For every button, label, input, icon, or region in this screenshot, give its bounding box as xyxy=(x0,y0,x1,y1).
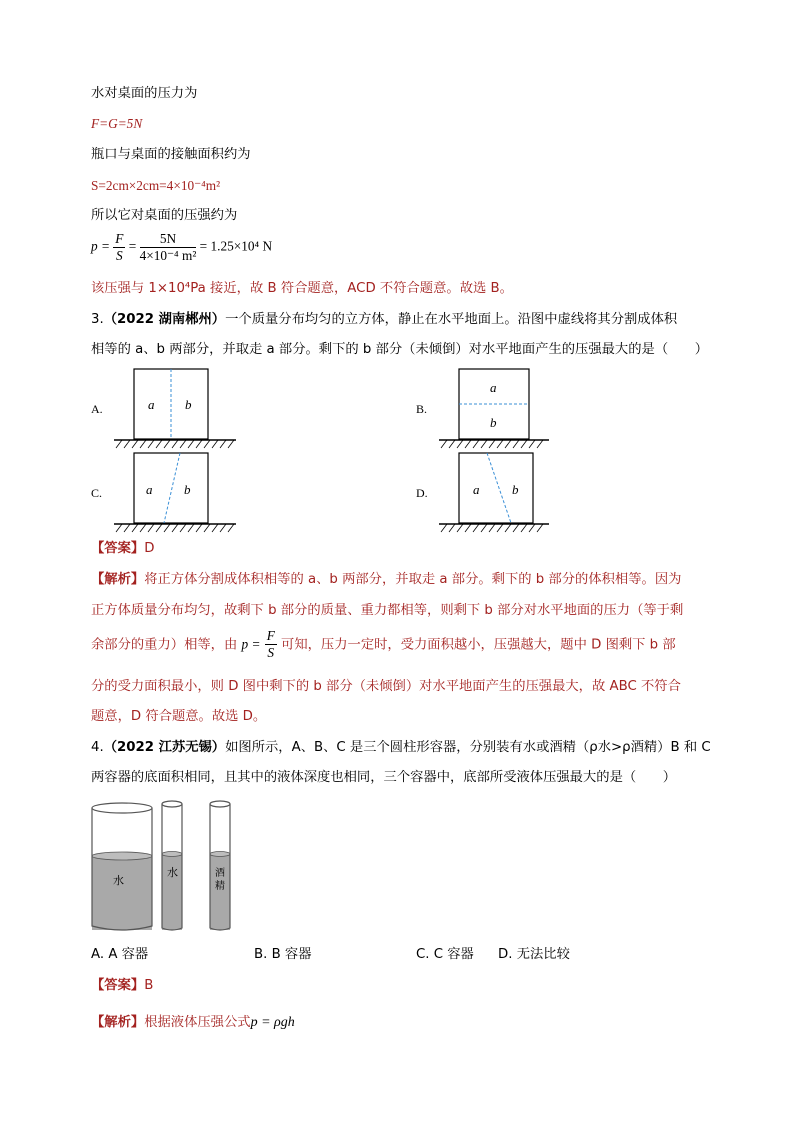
text-line: 瓶口与桌面的接触面积约为 xyxy=(91,147,251,162)
label-water: 水 xyxy=(167,866,178,879)
answer-value: B xyxy=(144,978,154,993)
q4-source: （2022 江苏无锡） xyxy=(103,740,226,755)
container-c xyxy=(210,801,230,930)
q4-option-c: C. C 容器 xyxy=(416,947,474,962)
fraction-values xyxy=(140,231,197,264)
q3-analysis-line3 xyxy=(91,628,676,661)
label-alcohol-1: 酒 xyxy=(215,868,225,879)
label-b: b xyxy=(185,397,192,412)
answer-value: D xyxy=(144,541,155,556)
formula-fraction xyxy=(265,628,277,661)
ground-hatch xyxy=(116,524,234,532)
q3-number: 3. xyxy=(91,312,104,327)
q3-option-a: A. xyxy=(91,402,103,416)
q4-containers-figure xyxy=(88,800,248,936)
ground-hatch xyxy=(441,440,543,448)
q4-option-d: D. 无法比较 xyxy=(498,947,570,962)
q3-analysis-line2: 正方体质量分布均匀，故剩下 b 部分的质量、重力都相等，则剩下 b 部分对水平地面的压力（等于剩 xyxy=(91,603,684,618)
q4-analysis xyxy=(91,1013,295,1033)
label-b: b xyxy=(490,415,497,430)
analysis-text: 将正方体分割成体积相等的 a、b 两部分，并取走 a 部分。剩下的 b 部分的体积相等。因为 xyxy=(144,572,682,587)
frac-num: F xyxy=(266,628,275,643)
label-a: a xyxy=(148,397,155,412)
label-b: b xyxy=(184,482,191,497)
frac-den: 4×10⁻⁴ m² xyxy=(139,248,197,263)
analysis-text: 根据液体压强公式 xyxy=(144,1015,251,1030)
text-line: 所以它对桌面的压强约为 xyxy=(91,208,238,223)
answer-tag: 【答案】 xyxy=(91,541,145,556)
q3-analysis-line4: 分的受力面积最小，则 D 图中剩下的 b 部分（未倾倒）对水平地面产生的压强最大，故 ABC 不符合 xyxy=(91,679,681,694)
q3-option-c: C. xyxy=(91,486,103,500)
label-water: 水 xyxy=(113,874,124,887)
label-a: a xyxy=(490,380,497,395)
fraction-fs xyxy=(113,231,125,264)
q3-option-d: D. xyxy=(416,486,428,500)
ground-hatch xyxy=(441,524,543,532)
q3-figure-b xyxy=(437,366,565,450)
equation-area: S=2cm×2cm=4×10⁻⁴m² xyxy=(91,178,221,193)
text-line: 水对桌面的压力为 xyxy=(91,86,198,101)
analysis-text: 余部分的重力）相等，由 xyxy=(91,637,238,653)
q4-stem-line1 xyxy=(91,738,711,758)
frac-num: 5N xyxy=(140,231,197,248)
frac-num: F xyxy=(115,231,124,246)
q4-option-a: A. A 容器 xyxy=(91,947,149,962)
q3-stem-line2: 相等的 a、b 两部分，并取走 a 部分。剩下的 b 部分（未倾倒）对水平地面产生的压强最大的是（ ） xyxy=(91,342,709,357)
q3-source: （2022 湖南郴州） xyxy=(103,312,226,327)
q3-answer xyxy=(91,539,154,559)
eq-p: p = xyxy=(91,238,110,254)
q3-figure-a xyxy=(112,366,240,450)
q4-option-b: B. B 容器 xyxy=(254,947,312,962)
conclusion-line: 该压强与 1×10⁴Pa 接近，故 B 符合题意，ACD 不符合题意。故选 B。 xyxy=(91,281,513,296)
container-a xyxy=(92,803,152,930)
label-alcohol-2: 精 xyxy=(215,881,225,892)
frac-den: S xyxy=(267,645,275,660)
analysis-tag: 【解析】 xyxy=(91,572,145,587)
container-b xyxy=(162,801,182,930)
equation-force: F=G=5N xyxy=(91,116,143,131)
q3-figure-c xyxy=(112,450,240,534)
q3-stem-line1 xyxy=(91,310,677,330)
eq-sign: = xyxy=(128,238,137,254)
q3-text1: 一个质量分布均匀的立方体，静止在水平地面上。沿图中虚线将其分割成体积 xyxy=(225,312,678,327)
q4-answer xyxy=(91,976,153,996)
q3-figure-d xyxy=(437,450,565,534)
label-b: b xyxy=(512,482,519,497)
q4-number: 4. xyxy=(91,740,104,755)
label-a: a xyxy=(473,482,480,497)
q3-analysis-line1 xyxy=(91,570,681,590)
formula-p: p = xyxy=(241,636,261,652)
frac-den: S xyxy=(116,248,123,263)
formula-liquid-pressure: p = ρgh xyxy=(250,1015,295,1030)
label-a: a xyxy=(146,482,153,497)
q3-analysis-line5: 题意，D 符合题意。故选 D。 xyxy=(91,709,267,724)
ground-hatch xyxy=(116,440,234,448)
analysis-text: 可知，压力一定时，受力面积越小，压强越大，题中 D 图剩下 b 部 xyxy=(281,637,676,653)
q4-stem-line2: 两容器的底面积相同，且其中的液体深度也相同，三个容器中，底部所受液体压强最大的是（ ） xyxy=(91,770,677,785)
q3-option-b: B. xyxy=(416,402,428,416)
eq-result: = 1.25×10⁴ N xyxy=(199,238,273,254)
q4-text1: 如图所示，A、B、C 是三个圆柱形容器，分别装有水或酒精（ρ水>ρ酒精）B 和 C xyxy=(225,740,711,755)
pressure-equation xyxy=(91,231,272,264)
analysis-tag: 【解析】 xyxy=(91,1015,145,1030)
answer-tag: 【答案】 xyxy=(91,978,145,993)
